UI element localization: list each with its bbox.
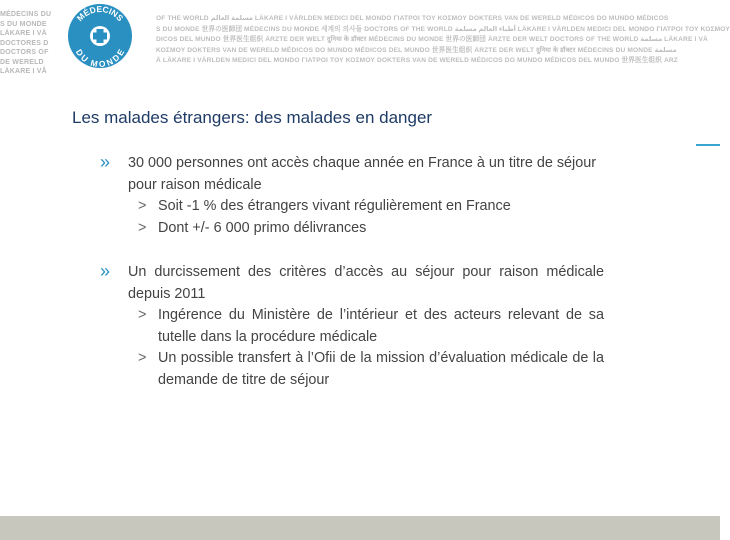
banner-text-row: S DU MONDE [0,20,47,28]
slide-title: Les malades étrangers: des malades en danger [72,108,433,127]
banner-text-row: DOCTORES D [0,39,49,47]
sub-bullet-item [100,305,604,348]
sub-bullet-marker: > [138,219,147,236]
sub-bullet-text: Dont +/- 6 000 primo délivrances [158,219,367,236]
footer-bar [0,516,720,540]
multilingual-name-rows [156,14,730,67]
bullet-text: 30 000 personnes ont accès chaque année en France à un titre de séjour pour raison médicale [128,155,597,193]
sub-bullet-text: Soit -1 % des étrangers vivant régulièrement en France [158,198,511,214]
multilingual-name-column [0,10,52,77]
svg-text:DU MONDE: DU MONDE [73,47,127,70]
sub-bullet-text: Un possible transfert à l’Ofii de la mission d’évaluation médicale de la demande de titre de séjour [158,350,604,388]
banner-text-row: DICOS DEL MUNDO 世界医生组织 ÄRZTE DER WELT दुनिया के डॉक्टर MÉDECINS DU MONDE 世界の医師団 ÄRZTE DER WELT DOCTORS OF THE WORLD مسلمة LÄKARE I VÄ [156,36,708,44]
slide-content [100,153,604,391]
bullet-text: Un durcissement des critères d’accès au séjour pour raison médicale depuis 2011 [128,264,604,302]
svg-text:MÉDECINS: MÉDECINS [74,3,126,24]
sub-bullet-marker: > [138,350,147,366]
bullet-item [100,153,604,196]
sub-bullet-text: Ingérence du Ministère de l’intérieur et des acteurs relevant de sa tutelle dans la procédure médicale [158,307,604,345]
banner-text-row: LÄKARE I VÄ [0,30,47,37]
accent-line [696,144,720,146]
header-banner [0,0,730,75]
banner-text-row: LÄKARE I VÅ [0,68,47,75]
banner-text-row: OF THE WORLD مسلمة العالم LÄKARE I VÄRLDEN MEDICI DEL MONDO ΓΙΑΤΡΟΙ ΤΟΥ ΚΟΣΜΟΥ DOKTERS VAN DE WERELD MÉDICOS DO MUNDO MÉDICOS [156,15,669,22]
sub-bullet-item [100,348,604,391]
banner-text-row: DOCTORS OF [0,49,49,56]
bullet-item [100,262,604,305]
banner-text-row: MÉDECINS DU [0,11,52,18]
sub-bullet-marker: > [138,307,147,323]
banner-text-row: S DU MONDE 世界の医師団 MÉDECINS DU MONDE 세계의 의사들 DOCTORS OF THE WORLD أطباء العالم مسلمة LÄKARE I VÄRLDEN MEDICI DEL MONDO ΓΙΑΤΡΟΙ ΤΟΥ ΚΟΣΜΟΥ [156,25,730,33]
banner-text-row: DE WERELD [0,58,44,66]
medecins-du-monde-logo [66,2,134,70]
bullet-marker: » [100,261,111,281]
sub-bullet-item [100,196,604,218]
banner-text-row: ΚΟΣΜΟΥ DOKTERS VAN DE WERELD MÉDICOS DO MUNDO MÉDICOS DEL MUNDO 世界医生组织 ÄRZTE DER WELT दुनिया के डॉक्टर MÉDECINS DU MONDE مسلمة [156,46,677,54]
sub-bullet-item [100,218,604,240]
sub-bullet-marker: > [138,198,147,214]
bullet-marker: » [100,152,111,172]
banner-text-row: Ä LÄKARE I VÄRLDEN MEDICI DEL MONDO ΓΙΑΤΡΟΙ ΤΟΥ ΚΟΣΜΟΥ DOKTERS VAN DE WERELD MÉDICOS DO MUNDO MÉDICOS DEL MUNDO 世界医生组织 ARZ [156,57,678,65]
